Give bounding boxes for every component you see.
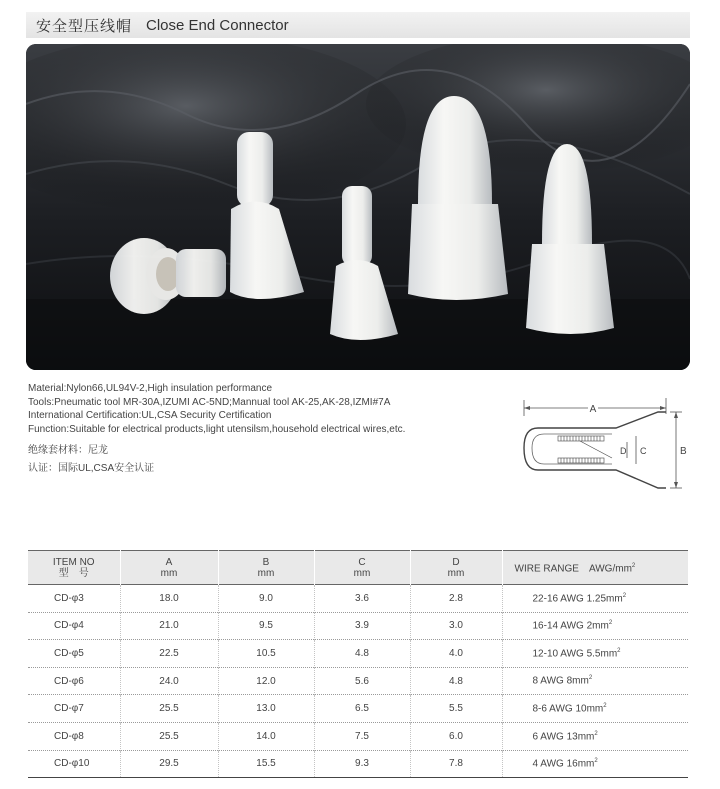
product-photo: [26, 44, 690, 370]
wire-range-sup: 2: [617, 647, 621, 654]
cell-wire-range: [502, 640, 688, 668]
cell-b: 9.0: [218, 585, 314, 613]
cell-c: 5.6: [314, 667, 410, 695]
dimension-a-label: A: [589, 404, 597, 415]
table-row: [28, 612, 688, 640]
header-a-unit: mm: [160, 567, 178, 579]
wire-range-sup: 2: [603, 703, 607, 709]
title-bar: [26, 12, 690, 38]
cell-d: 4.8: [410, 667, 502, 695]
header-wire-range: [502, 551, 688, 585]
certification-spec-chinese: 认证：国际UL,CSA安全认证: [28, 463, 155, 474]
table-row: [28, 722, 688, 750]
material-spec: Material:Nylon66,UL94V-2,High insulation performance: [28, 383, 273, 394]
page-title-english: Close End Connector: [146, 16, 289, 34]
cell-c: 4.8: [314, 640, 410, 668]
wire-range-sup: 2: [594, 758, 598, 765]
wire-range-sup: 2: [594, 730, 598, 737]
cell-b: 12.0: [218, 667, 314, 695]
cell-wire-range: [502, 585, 688, 613]
table-row: [28, 695, 688, 723]
cell-item: CD-φ10: [28, 750, 120, 778]
table-row: [28, 585, 688, 613]
cell-b: 15.5: [218, 750, 314, 778]
cell-wire-range: [502, 667, 688, 695]
cell-c: 3.9: [314, 612, 410, 640]
cell-a: 21.0: [120, 612, 218, 640]
wire-range-text: 6 AWG 13mm: [532, 730, 595, 742]
cell-a: 29.5: [120, 750, 218, 778]
cell-wire-range: [502, 695, 688, 723]
specification-table: [28, 550, 688, 778]
header-d-label: D: [452, 556, 460, 568]
cell-b: 14.0: [218, 722, 314, 750]
cell-item: CD-φ3: [28, 585, 120, 613]
wire-range-sup: 2: [588, 675, 593, 682]
cell-b: 13.0: [218, 695, 314, 723]
wire-range-text: 12-10 AWG 5.5mm: [532, 648, 618, 660]
header-d-unit: mm: [447, 567, 465, 579]
material-spec-chinese: 绝缘套材料：尼龙: [28, 445, 108, 456]
cell-b: 9.5: [218, 612, 314, 640]
wire-range-sup: 2: [608, 620, 613, 627]
cell-c: 6.5: [314, 695, 410, 723]
cell-d: 7.8: [410, 750, 502, 778]
cell-d: 2.8: [410, 585, 502, 613]
cell-item: CD-φ6: [28, 667, 120, 695]
function-spec: Function:Suitable for electrical products,light utensilsm,household electrical wires,etc.: [28, 423, 406, 435]
table-row: [28, 750, 688, 778]
header-c-unit: mm: [353, 567, 371, 579]
cell-item: CD-φ4: [28, 612, 120, 640]
table-header-row: [28, 551, 688, 585]
cell-wire-range: [502, 750, 688, 778]
cell-item: CD-φ8: [28, 722, 120, 750]
certification-spec: International Certification:UL,CSA Security Certification: [28, 410, 272, 421]
cell-d: 4.0: [410, 640, 502, 668]
dimension-d-label: D: [620, 446, 627, 456]
header-item-cn: 型 号: [58, 567, 89, 579]
cell-d: 6.0: [410, 722, 502, 750]
cell-wire-range: [502, 612, 688, 640]
header-a: [120, 551, 218, 585]
header-b-unit: mm: [257, 567, 275, 579]
cell-c: 7.5: [314, 722, 410, 750]
wire-range-text: 16-14 AWG 2mm: [532, 620, 609, 632]
cell-c: 9.3: [314, 750, 410, 778]
cell-a: 25.5: [120, 695, 218, 723]
wire-range-text: 22-16 AWG 1.25mm: [532, 592, 623, 604]
cell-a: 18.0: [120, 585, 218, 613]
wire-range-sup: 2: [622, 592, 627, 599]
dimension-b-label: B: [680, 446, 687, 457]
page-title-chinese: 安全型压线帽: [36, 17, 133, 35]
header-item: [28, 551, 120, 585]
cell-wire-range: [502, 722, 688, 750]
wire-range-text: 8-6 AWG 10mm: [532, 703, 604, 715]
header-wire-sup: 2: [631, 562, 636, 569]
header-item-en: ITEM NO: [52, 556, 95, 568]
cell-item: CD-φ7: [28, 695, 120, 723]
wire-range-text: 8 AWG 8mm: [532, 675, 589, 687]
wire-range-text: 4 AWG 16mm: [532, 758, 595, 770]
cell-a: 25.5: [120, 722, 218, 750]
header-b: [218, 551, 314, 585]
cell-c: 3.6: [314, 585, 410, 613]
specifications: [28, 382, 498, 476]
cell-item: CD-φ5: [28, 640, 120, 668]
header-d: [410, 551, 502, 585]
tools-spec: Tools:Pneumatic tool MR-30A,IZUMI AC-5ND;Mannual tool AK-25,AK-28,IZMI#7A: [28, 396, 391, 408]
cell-a: 22.5: [120, 640, 218, 668]
header-b-label: B: [262, 556, 270, 568]
header-a-label: A: [165, 556, 173, 568]
dimension-diagram: [516, 396, 696, 502]
header-wire-label: WIRE RANGE AWG/mm: [514, 563, 632, 575]
dimension-c-label: C: [640, 446, 647, 456]
header-c: [314, 551, 410, 585]
header-c-label: C: [358, 556, 366, 568]
cell-a: 24.0: [120, 667, 218, 695]
table-row: [28, 667, 688, 695]
cell-b: 10.5: [218, 640, 314, 668]
table-row: [28, 640, 688, 668]
cell-d: 3.0: [410, 612, 502, 640]
cell-d: 5.5: [410, 695, 502, 723]
